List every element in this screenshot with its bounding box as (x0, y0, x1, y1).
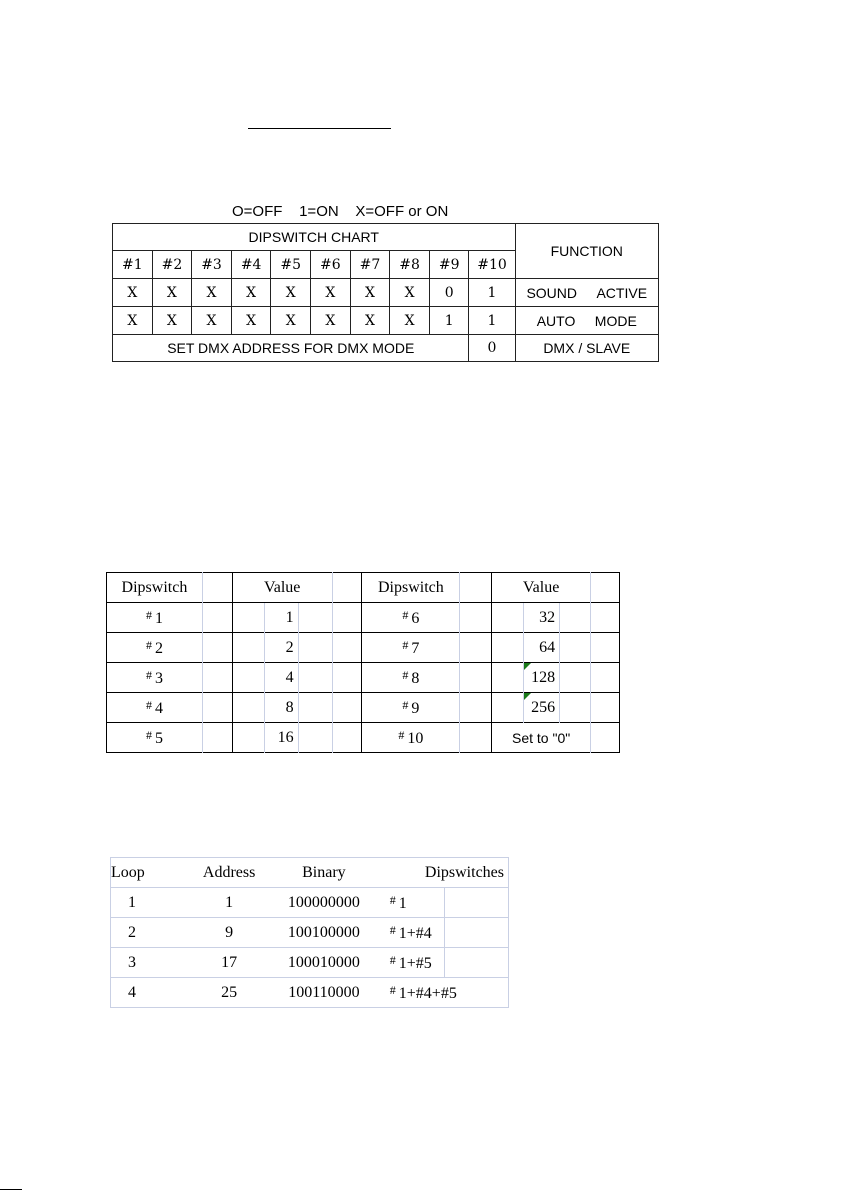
switch-header: #6 (311, 251, 351, 279)
function-cell-auto-mode (515, 307, 658, 335)
dmx-function: DMX / SLAVE (515, 335, 658, 362)
value-header: Value (492, 573, 591, 603)
dipswitch-cell: # 3 (107, 663, 203, 693)
value-cell: 8 (264, 693, 298, 723)
loop-address-table (110, 857, 509, 1008)
function-word: SOUND (526, 284, 578, 301)
switch-cell: X (192, 279, 232, 307)
switch-cell: 1 (429, 307, 469, 335)
address-cell: 17 (190, 948, 268, 978)
function-word: ACTIVE (596, 284, 648, 301)
switch-cell: X (390, 279, 430, 307)
value-cell: 64 (524, 633, 560, 663)
dipswitch-cell: # 8 (362, 663, 460, 693)
switch-cell: 1 (469, 279, 515, 307)
binary-cell: 100100000 (268, 918, 380, 948)
underline-rule (248, 128, 391, 129)
value-cell: 128 (524, 663, 560, 693)
function-word: MODE (594, 312, 637, 329)
dipswitch-cell: # 9 (362, 693, 460, 723)
switch-cell: X (350, 307, 390, 335)
binary-cell: 100110000 (268, 978, 380, 1008)
value-cell: 4 (264, 663, 298, 693)
table-row (107, 723, 620, 753)
switch-header: #8 (390, 251, 430, 279)
dmx-switch-value: 0 (469, 335, 515, 362)
dipswitch-cell: # 4 (107, 693, 203, 723)
binary-cell: 100000000 (268, 888, 380, 918)
switch-cell: X (271, 279, 311, 307)
dipswitches-header: Dipswitches (380, 858, 509, 888)
table-row (107, 663, 620, 693)
switch-header: #4 (231, 251, 271, 279)
switch-cell: X (231, 307, 271, 335)
address-cell: 25 (190, 978, 268, 1008)
table-row (107, 693, 620, 723)
switch-cell: X (271, 307, 311, 335)
loop-cell: 1 (111, 888, 191, 918)
dipswitches-cell: # 1+#5 (380, 948, 445, 978)
switch-cell: X (390, 307, 430, 335)
switch-cell: X (113, 279, 153, 307)
dipswitches-cell: # 1+#4+#5 (380, 978, 509, 1008)
switch-cell: X (113, 307, 153, 335)
switch-header: #3 (192, 251, 232, 279)
value-cell: 2 (264, 633, 298, 663)
switch-cell: X (231, 279, 271, 307)
switch-cell: 0 (429, 279, 469, 307)
function-header: FUNCTION (515, 224, 658, 279)
page-edge-mark (0, 1189, 22, 1190)
loop-header: Loop (111, 858, 191, 888)
dipswitch-chart-table (112, 223, 659, 362)
switch-cell: 1 (469, 307, 515, 335)
table-row (107, 603, 620, 633)
dipswitch-header: Dipswitch (121, 578, 188, 596)
binary-header: Binary (268, 858, 380, 888)
switch-cell: X (152, 279, 192, 307)
dmx-address-label: SET DMX ADDRESS FOR DMX MODE (113, 335, 469, 362)
dipswitch-cell: # 10 (362, 723, 460, 753)
switch-cell: X (311, 279, 351, 307)
table-row (111, 888, 509, 918)
dipswitch-cell: # 6 (362, 603, 460, 633)
address-cell: 9 (190, 918, 268, 948)
switch-cell: X (350, 279, 390, 307)
address-cell: 1 (190, 888, 268, 918)
value-cell: 32 (524, 603, 560, 633)
binary-cell: 100010000 (268, 948, 380, 978)
dipswitch-header: Dipswitch (362, 573, 460, 603)
table-row (111, 918, 509, 948)
switch-cell: X (192, 307, 232, 335)
value-header: Value (232, 573, 332, 603)
switch-header: #5 (271, 251, 311, 279)
switch-header: #1 (113, 251, 153, 279)
table-row (111, 978, 509, 1008)
switch-cell: X (311, 307, 351, 335)
value-cell: 16 (264, 723, 298, 753)
dipswitches-cell: # 1+#4 (380, 918, 445, 948)
value-cell: 1 (264, 603, 298, 633)
table-row (111, 948, 509, 978)
address-header: Address (190, 858, 268, 888)
loop-cell: 2 (111, 918, 191, 948)
table-row (107, 633, 620, 663)
dipswitch-cell: # 5 (107, 723, 203, 753)
dipswitches-cell: # 1 (380, 888, 445, 918)
chart-legend: O=OFF 1=ON X=OFF or ON (232, 203, 449, 220)
dipswitch-cell: # 1 (107, 603, 203, 633)
switch-header: #10 (469, 251, 515, 279)
dipswitch-chart-title: DIPSWITCH CHART (113, 224, 516, 251)
switch-header: #2 (152, 251, 192, 279)
switch-header: #7 (350, 251, 390, 279)
dipswitch-cell: # 7 (362, 633, 460, 663)
loop-cell: 4 (111, 978, 191, 1008)
dipswitch-cell: # 2 (107, 633, 203, 663)
loop-cell: 3 (111, 948, 191, 978)
value-cell: 256 (524, 693, 560, 723)
dipswitch-value-table (106, 572, 620, 753)
value-cell: Set to "0" (492, 723, 591, 753)
function-word: AUTO (536, 312, 576, 329)
switch-header: #9 (429, 251, 469, 279)
switch-cell: X (152, 307, 192, 335)
function-cell-sound-active (515, 279, 658, 307)
